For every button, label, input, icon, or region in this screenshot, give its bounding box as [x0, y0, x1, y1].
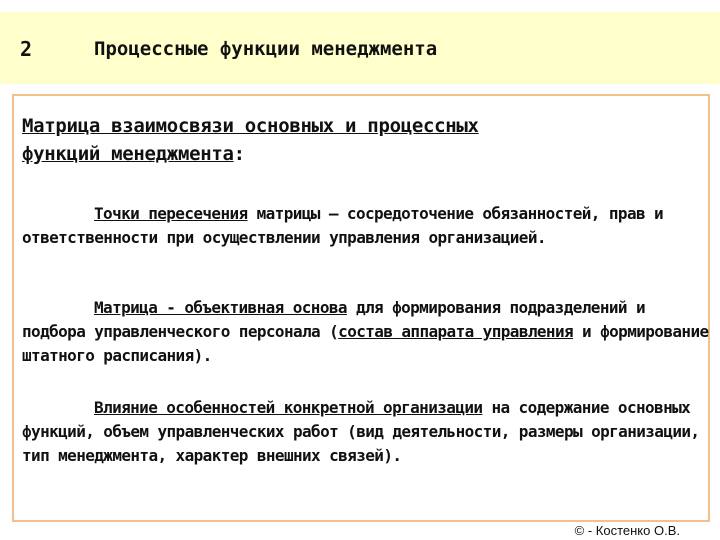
- p3-text: на содержание основных функций, объем управленческих работ (вид деятельности, размеры организации, тип менеджмента, характер внешних связей).: [22, 398, 700, 465]
- paragraph-matrix-basis: [22, 296, 712, 368]
- subtitle-line1: Матрица взаимосвязи основных и процессных: [22, 115, 479, 137]
- p2-end: и формирование штатного расписания).: [22, 322, 709, 365]
- subtitle-line2: функций менеджмента: [22, 143, 234, 165]
- subtitle-colon: :: [233, 143, 245, 165]
- p2-underlined2: состав аппарата управления: [338, 322, 574, 341]
- copyright-text: © - Костенко О.В.: [574, 523, 680, 538]
- p2-underlined: Матрица - объективная основа: [94, 298, 347, 317]
- p1-text: матрицы – сосредоточение обязанностей, прав и ответственности при осуществлении управления организацией.: [22, 204, 664, 247]
- content-subtitle: [22, 112, 712, 168]
- paragraph-organization-influence: [22, 396, 712, 468]
- slide-title: Процессные функции менеджмента: [94, 38, 438, 60]
- slide-number: 2: [20, 37, 33, 61]
- paragraph-intersection-points: [22, 202, 712, 250]
- p1-underlined: Точки пересечения: [94, 204, 248, 223]
- p3-underlined: Влияние особенностей конкретной организации: [94, 398, 483, 417]
- p2-mid: для формирования подразделений и подбора управленческого персонала (: [22, 298, 646, 341]
- subtitle: [22, 112, 712, 168]
